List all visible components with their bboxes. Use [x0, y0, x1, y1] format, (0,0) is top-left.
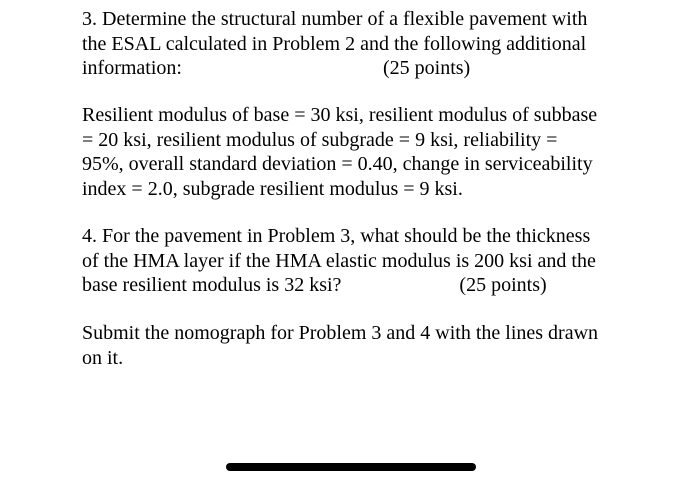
submit-note-line: on it.	[82, 346, 124, 369]
submit-note-paragraph	[82, 321, 598, 370]
problem-3-points: (25 points)	[382, 57, 471, 79]
given-info-paragraph	[82, 103, 597, 201]
problem-3-line: 3. Determine the structural number of a flexible pavement with	[82, 8, 588, 30]
given-info-line: index = 2.0, subgrade resilient modulus = 9 ksi.	[82, 177, 463, 200]
problem-4-paragraph	[82, 224, 596, 298]
problem-3-line: the ESAL calculated in Problem 2 and the following additional	[82, 32, 587, 55]
given-info-line: Resilient modulus of base = 30 ksi, resilient modulus of subbase	[82, 104, 598, 126]
problem-4-line: 4. For the pavement in Problem 3, what should be the thickness	[82, 225, 591, 247]
given-info-line: = 20 ksi, resilient modulus of subgrade = 9 ksi, reliability =	[82, 128, 558, 151]
home-indicator-bar[interactable]	[226, 463, 476, 471]
given-info-line: 95%, overall standard deviation = 0.40, change in serviceability	[82, 153, 593, 175]
problem-3-last-line	[82, 56, 587, 81]
problem-3-line-text: information:	[82, 57, 182, 79]
submit-note-line: Submit the nomograph for Problem 3 and 4 with the lines drawn	[82, 322, 599, 344]
problem-3-paragraph	[82, 7, 587, 81]
problem-4-points: (25 points)	[459, 274, 547, 296]
problem-4-last-line	[82, 273, 596, 298]
problem-4-line: of the HMA layer if the HMA elastic modulus is 200 ksi and the	[82, 249, 596, 272]
problem-4-line-text: base resilient modulus is 32 ksi?	[82, 274, 342, 296]
